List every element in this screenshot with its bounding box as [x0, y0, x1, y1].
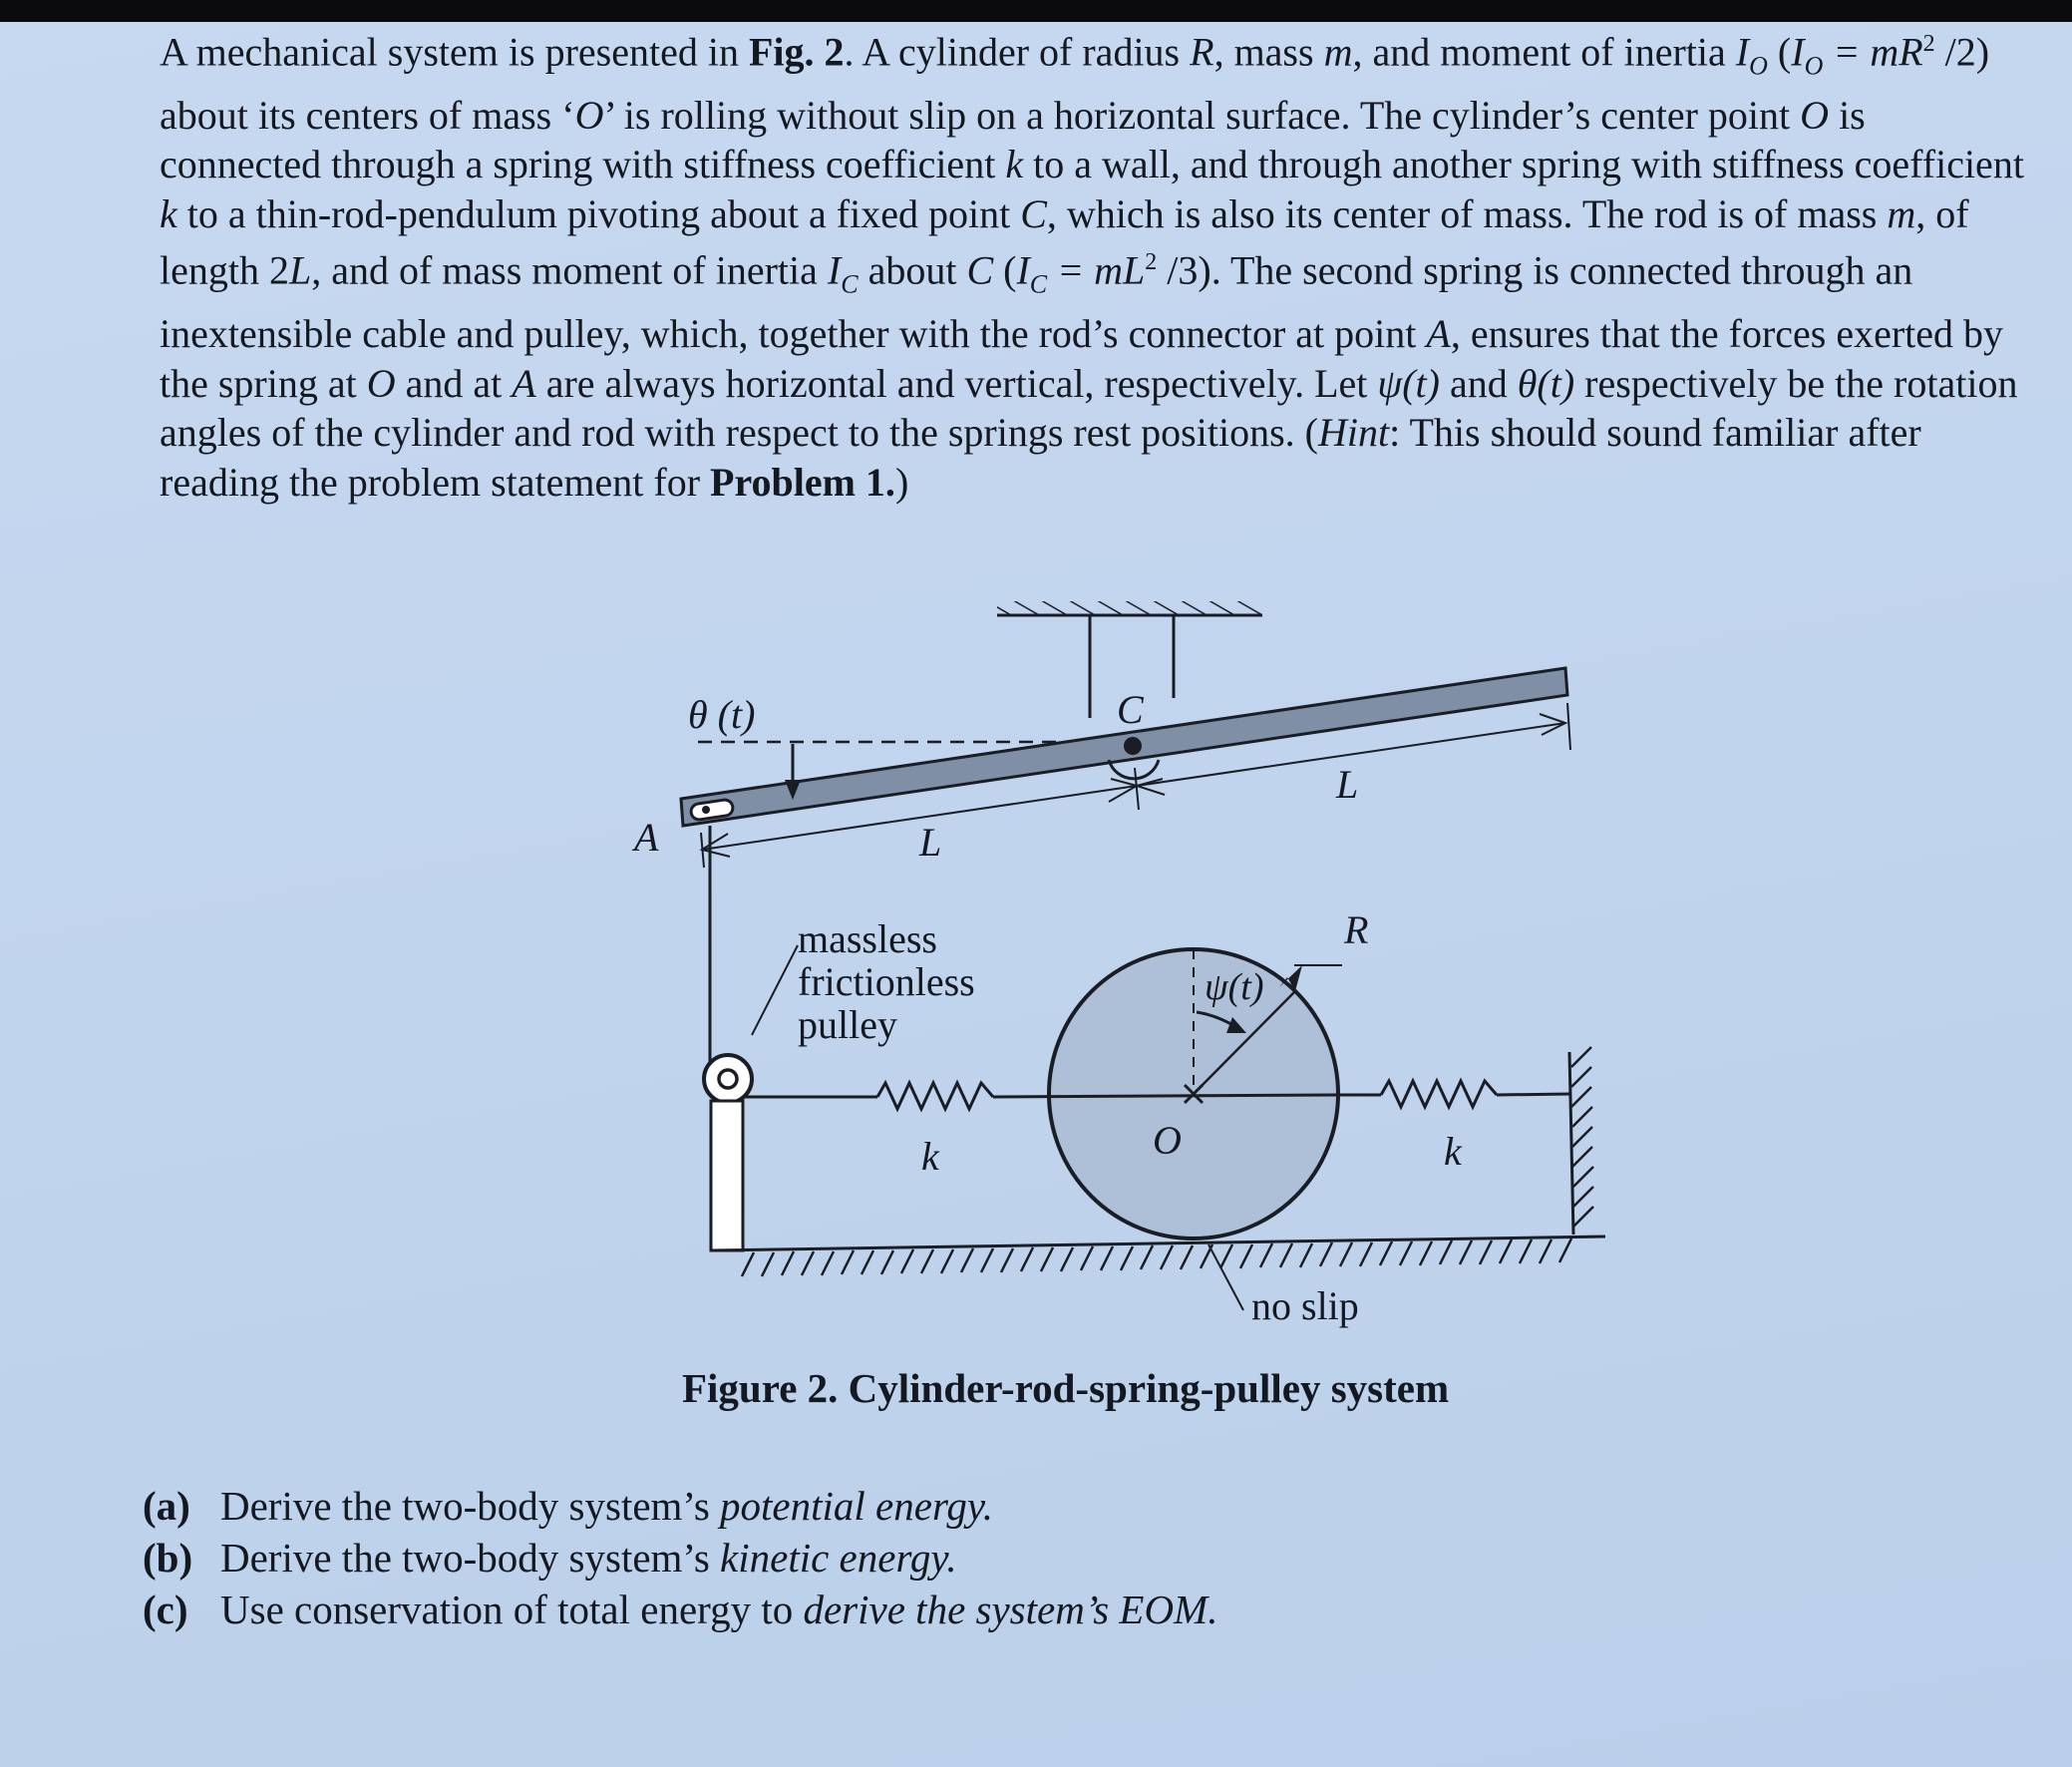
left-spring — [877, 1083, 993, 1109]
formula-io: = mR — [1833, 29, 1923, 75]
part-tag: (c) — [143, 1587, 188, 1632]
dim-tick — [1567, 703, 1570, 750]
pulley-label-line2: frictionless — [798, 959, 975, 1004]
text: ( — [993, 247, 1017, 293]
text: : This should sound familiar after reading the problem statement for — [160, 410, 1921, 505]
subscript-O: O — [1749, 51, 1768, 81]
part-emphasis: kinetic energy. — [720, 1535, 957, 1581]
subscript-C: C — [841, 269, 859, 299]
dim-tick — [1135, 768, 1139, 810]
text: to a thin-rod-pendulum pivoting about a fixed point — [176, 190, 1021, 236]
formula-ic-den: /3 — [1157, 247, 1199, 293]
text: ). The second spring is connected through an inextensible cable and pulley, which, together with the rod’s connector at point — [160, 247, 1913, 357]
symbol-O: O — [574, 92, 604, 138]
text: to a wall, and through another spring with stiffness coefficient — [1023, 142, 2024, 187]
symbol-L: L — [288, 247, 312, 293]
symbol-C: C — [966, 247, 994, 293]
symbol-O: O — [366, 360, 396, 406]
exponent: 2 — [1922, 31, 1935, 57]
no-slip-label: no slip — [1251, 1283, 1359, 1328]
no-slip-leader — [1209, 1244, 1243, 1310]
part-emphasis: potential energy. — [720, 1483, 994, 1529]
text: ( — [1767, 29, 1792, 75]
symbol-O: O — [1800, 92, 1830, 138]
text: are always horizontal and vertical, respectively. Let — [535, 360, 1378, 406]
part-text: Use conservation of total energy to — [220, 1587, 804, 1632]
text: ) — [894, 459, 909, 505]
symbol-R: R — [1190, 29, 1214, 75]
symbol-I: I — [1735, 29, 1750, 75]
text: A mechanical system is presented in — [160, 29, 749, 75]
text: , of length 2 — [160, 190, 1969, 293]
right-spring-wall-lead — [1497, 1094, 1571, 1095]
symbol-psi: ψ(t) — [1377, 360, 1440, 406]
problem-reference: Problem 1. — [710, 459, 895, 505]
dim-arrow-left — [1137, 779, 1165, 795]
text: is connected through a spring with stiffness coefficient — [160, 92, 1866, 187]
spring-connector-line — [993, 1095, 1338, 1097]
subscript-C: C — [1029, 269, 1048, 299]
right-spring — [1381, 1081, 1497, 1107]
part-tag: (b) — [143, 1535, 193, 1581]
ceiling-hatch — [997, 601, 1262, 615]
text: respectively be the rotation angles of the cylinder and rod with respect to the springs rest positions. ( — [160, 360, 2018, 456]
rod-connector-pin — [702, 806, 710, 814]
formula-io-den: /2 — [1934, 29, 1976, 75]
wall-hatch — [1571, 1047, 1593, 1227]
theta-label: θ (t) — [688, 692, 756, 737]
part-text: Derive the two-body system’s — [220, 1535, 721, 1581]
question-parts — [143, 1480, 1217, 1635]
symbol-theta: θ(t) — [1517, 360, 1575, 406]
text: and — [1440, 360, 1518, 406]
figure-reference: Fig. 2 — [748, 29, 845, 75]
part-c — [143, 1584, 1217, 1635]
symbol-k: k — [160, 190, 177, 236]
pivot-point-C — [1124, 737, 1142, 755]
part-text: Derive the two-body system’s — [220, 1483, 721, 1529]
text: about — [858, 247, 967, 293]
symbol-A: A — [512, 360, 536, 406]
right-wall — [1569, 1052, 1573, 1235]
pulley-label-line3: pulley — [798, 1002, 897, 1047]
text: and at — [395, 360, 513, 406]
pulley-mount — [711, 1101, 743, 1250]
A-label: A — [634, 815, 659, 860]
L-left-label: L — [919, 820, 942, 865]
text: , and of mass moment of inertia — [311, 247, 828, 293]
L-right-label: L — [1336, 762, 1359, 807]
part-tag: (a) — [143, 1483, 190, 1529]
figure-caption: Figure 2. Cylinder-rod-spring-pulley system — [682, 1365, 1450, 1411]
text: ) about its centers of mass ‘ — [160, 29, 1990, 138]
text: , mass — [1213, 29, 1324, 75]
symbol-m: m — [1323, 29, 1353, 75]
part-b — [143, 1532, 1217, 1584]
symbol-m: m — [1887, 190, 1916, 236]
exponent: 2 — [1145, 249, 1158, 276]
subscript-O: O — [1804, 51, 1824, 81]
text: ’ is rolling without slip on a horizontal surface. The cylinder’s center point — [603, 92, 1801, 138]
text: , which is also its center of mass. The rod is of mass — [1046, 190, 1888, 236]
text: , ensures that the forces exerted by the spring at — [160, 311, 2004, 406]
symbol-I: I — [827, 247, 842, 293]
formula-ic: = mL — [1057, 247, 1146, 293]
hint-label: Hint — [1317, 410, 1390, 456]
R-label: R — [1344, 907, 1369, 952]
symbol-C: C — [1020, 190, 1047, 236]
part-a — [143, 1480, 1217, 1532]
C-label: C — [1117, 687, 1144, 732]
k-right-label: k — [1444, 1129, 1462, 1174]
pulley-label-line1: massless — [798, 916, 937, 961]
symbol-k: k — [1005, 142, 1024, 187]
symbol-A: A — [1426, 311, 1451, 357]
O-label: O — [1153, 1118, 1182, 1163]
pulley-leader-line — [752, 945, 798, 1035]
symbol-I: I — [1791, 29, 1805, 75]
psi-label: ψ(t) — [1205, 966, 1264, 1008]
symbol-I: I — [1016, 247, 1030, 293]
part-emphasis: derive the system’s EOM. — [803, 1587, 1218, 1632]
text: . A cylinder of radius — [844, 29, 1191, 75]
text: , and moment of inertia — [1352, 29, 1736, 75]
k-left-label: k — [921, 1134, 939, 1179]
